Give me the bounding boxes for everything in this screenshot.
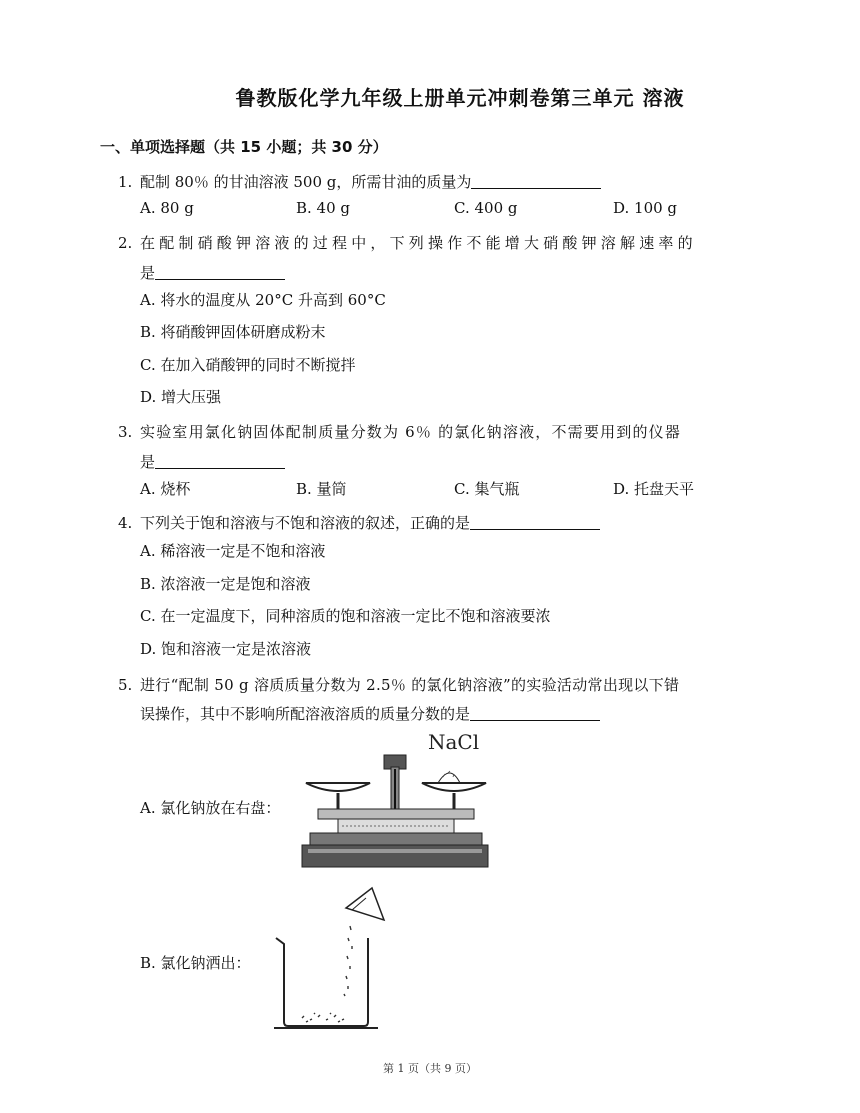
option-a: A. 氯化钠放在右盘： bbox=[140, 799, 281, 817]
question-text: 进行“配制 50 g 溶质质量分数为 2.5％ 的氯化钠溶液”的实验活动常出现以下错 bbox=[140, 676, 680, 694]
option-c: C. 在一定温度下，同种溶质的饱和溶液一定比不饱和溶液要浓 bbox=[140, 607, 551, 625]
beaker-pouring-figure bbox=[268, 886, 398, 1032]
left-pan bbox=[306, 783, 370, 791]
question-1 bbox=[118, 171, 601, 192]
question-continuation bbox=[140, 451, 285, 472]
weighing-paper bbox=[346, 888, 384, 920]
option-d: D. 饱和溶液一定是浓溶液 bbox=[140, 640, 312, 658]
section-heading: 一、单项选择题（共 15 小题；共 30 分） bbox=[100, 138, 388, 156]
option-a: A. 烧杯 bbox=[140, 480, 191, 498]
balance-scale-figure bbox=[298, 727, 490, 873]
option-d: D. 增大压强 bbox=[140, 388, 222, 406]
salt-heap bbox=[438, 773, 460, 783]
answer-blank bbox=[471, 172, 601, 189]
base-highlight bbox=[308, 849, 482, 853]
question-text: 在配制硝酸钾溶液的过程中，下列操作不能增大硝酸钾溶解速率的 bbox=[140, 234, 697, 252]
beaker bbox=[276, 938, 368, 1026]
option-c: C. 在加入硝酸钾的同时不断搅拌 bbox=[140, 356, 356, 374]
option-c: C. 400 g bbox=[454, 199, 518, 217]
right-pan bbox=[422, 783, 486, 791]
option-d: D. 100 g bbox=[613, 199, 678, 217]
question-number: 5. bbox=[118, 676, 133, 694]
question-2 bbox=[118, 232, 697, 253]
option-b: B. 40 g bbox=[296, 199, 351, 217]
question-continuation bbox=[140, 703, 600, 724]
option-b: B. 量筒 bbox=[296, 480, 347, 498]
answer-blank bbox=[155, 452, 285, 469]
nacl-label: NaCl bbox=[428, 730, 480, 754]
question-text: 下列关于饱和溶液与不饱和溶液的叙述，正确的是 bbox=[140, 514, 471, 532]
page-footer: 第 1 页（共 9 页） bbox=[383, 1062, 477, 1075]
answer-blank bbox=[155, 263, 285, 280]
option-a: A. 稀溶液一定是不饱和溶液 bbox=[140, 542, 326, 560]
question-number: 1. bbox=[118, 173, 133, 191]
falling-salt bbox=[344, 926, 352, 996]
continuation-text: 是 bbox=[140, 453, 156, 471]
question-number: 4. bbox=[118, 514, 133, 532]
question-3 bbox=[118, 421, 681, 442]
salt-in-beaker bbox=[302, 1013, 344, 1022]
question-number: 3. bbox=[118, 423, 133, 441]
option-a: A. 80 g bbox=[140, 199, 194, 217]
question-number: 2. bbox=[118, 234, 133, 252]
option-c: C. 集气瓶 bbox=[454, 480, 520, 498]
option-b: B. 浓溶液一定是饱和溶液 bbox=[140, 575, 311, 593]
option-b: B. 将硝酸钾固体研磨成粉末 bbox=[140, 323, 326, 341]
balance-base bbox=[302, 845, 488, 867]
question-text: 实验室用氯化钠固体配制质量分数为 6％ 的氯化钠溶液，不需要用到的仪器 bbox=[140, 423, 682, 441]
question-5 bbox=[118, 674, 679, 695]
option-b: B. 氯化钠洒出： bbox=[140, 954, 251, 972]
question-text: 配制 80％ 的甘油溶液 500 g，所需甘油的质量为 bbox=[140, 173, 472, 191]
balance-beam bbox=[318, 809, 474, 819]
continuation-text: 是 bbox=[140, 264, 156, 282]
question-4 bbox=[118, 512, 600, 533]
continuation-text: 误操作，其中不影响所配溶液溶质的质量分数的是 bbox=[140, 705, 471, 723]
answer-blank bbox=[470, 513, 600, 530]
question-continuation bbox=[140, 262, 285, 283]
balance-base-top bbox=[310, 833, 482, 845]
answer-blank bbox=[470, 704, 600, 721]
page-title: 鲁教版化学九年级上册单元冲刺卷第三单元 溶液 bbox=[235, 86, 685, 110]
option-d: D. 托盘天平 bbox=[613, 480, 695, 498]
option-a: A. 将水的温度从 20°C 升高到 60°C bbox=[140, 291, 386, 309]
